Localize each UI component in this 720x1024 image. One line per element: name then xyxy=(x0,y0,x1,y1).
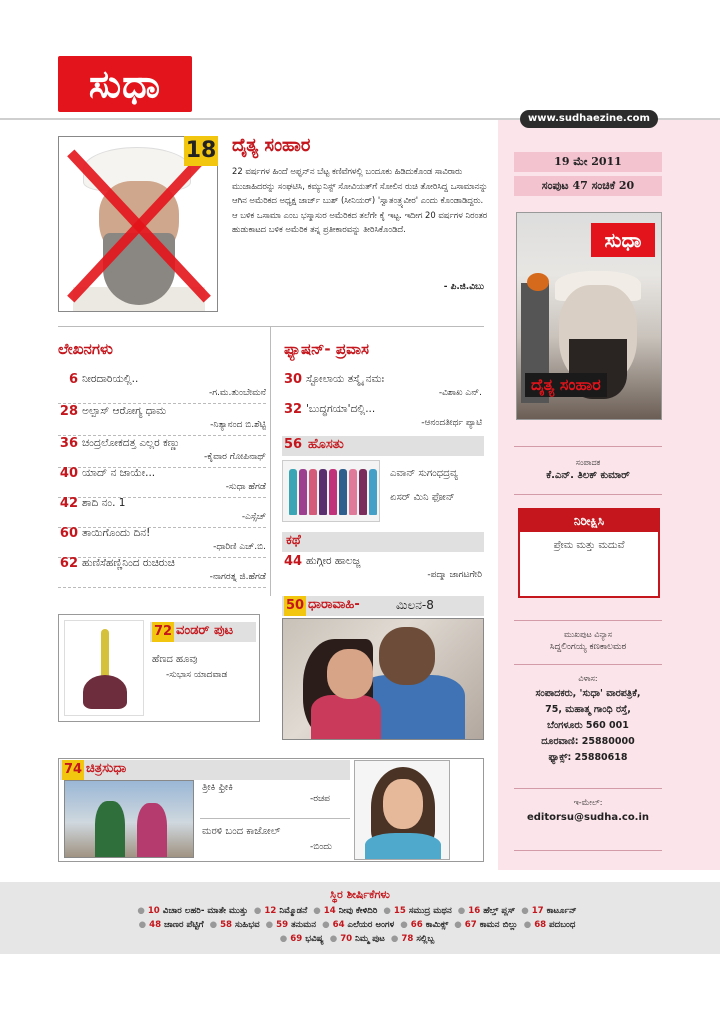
story-item[interactable] xyxy=(284,554,482,588)
website-url[interactable]: www.sudhaezine.com xyxy=(520,110,658,128)
issue-date: 19 ಮೇ 2011 xyxy=(514,152,662,172)
article-page: 42 xyxy=(59,496,78,511)
footer-label: ಎಲೆಯರ ಅಂಗಳ xyxy=(347,920,395,930)
article-author: -ಆನಂದತೀರ್ಥ ಪ್ಯಾಟಿ xyxy=(421,418,482,428)
footer-line xyxy=(0,906,720,916)
story-title: ಹುಗ್ಗೀರ ಹಾಲಜ್ಜ xyxy=(306,555,361,567)
footer-page: 67 xyxy=(464,920,480,930)
design-name: ಸಿದ್ದಲಿಂಗಯ್ಯ ಕಣಕಾಲಮಠ xyxy=(549,642,627,652)
footer-page: 10 xyxy=(147,906,163,916)
footer-label: ಕಾರ್ಟೂನ್ xyxy=(546,906,577,916)
bullet-icon: ● xyxy=(329,934,341,944)
article-author: -ನಿತ್ಯಾನಂದ ಬಿ.ಶೆಟ್ಟಿ xyxy=(210,420,266,430)
fashion-item[interactable] xyxy=(284,372,482,406)
footer-link[interactable] xyxy=(400,920,448,930)
bullet-icon: ● xyxy=(322,920,333,930)
editor-name: ಕೆ.ಎನ್. ತಿಲಕ್ ಕುಮಾರ್ xyxy=(546,470,630,481)
footer-link[interactable] xyxy=(391,934,434,944)
article-author: -ಧಾರಿಣಿ ಎಚ್.ಬಿ. xyxy=(213,542,266,552)
footer-page: 58 xyxy=(220,920,236,930)
footer-label: ನಿಮ್ಮ ಪುಟ xyxy=(355,934,385,944)
article-item[interactable] xyxy=(58,466,266,498)
bottle xyxy=(319,469,327,515)
footer-label: ಪದಬಂಧ xyxy=(549,920,576,930)
new-product-item[interactable]: ಎವಾನ್ ಸುಗಂಧದ್ರವ್ಯ xyxy=(390,468,458,479)
article-page: 6 xyxy=(68,372,78,387)
footer-label: ಸಲ್ಲಿಬ್ಬ xyxy=(416,934,435,944)
footer-page: 17 xyxy=(531,906,547,916)
footer-link[interactable] xyxy=(458,906,515,916)
film-still-image[interactable] xyxy=(64,780,194,858)
fashion-heading: ಫ್ಯಾಷನ್- ಪ್ರವಾಸ xyxy=(284,340,369,358)
footer-label: ತನುಮನ xyxy=(291,920,317,930)
bottle xyxy=(349,469,357,515)
footer-page: 16 xyxy=(468,906,484,916)
footer-link[interactable] xyxy=(280,934,324,944)
footer-label: ಕಾಮಿಕ್ಸ್ xyxy=(425,920,449,930)
wonder-item[interactable]: ಹೆಣದ ಹೂವು xyxy=(152,654,198,665)
article-item[interactable] xyxy=(58,404,266,436)
serial-header[interactable] xyxy=(282,596,484,616)
actress-portrait[interactable] xyxy=(354,760,450,860)
design-label: ಮುಖಪುಟ ವಿನ್ಯಾಸ xyxy=(563,630,613,639)
footer-page: 15 xyxy=(393,906,409,916)
upcoming-title: ನಿರೀಕ್ಷಿಸಿ xyxy=(520,510,658,532)
bullet-icon: ● xyxy=(265,920,277,930)
divider xyxy=(514,620,662,621)
footer-label: ನೀವು ಕೇಳಿದಿರಿ xyxy=(338,906,378,916)
bullet-icon: ● xyxy=(279,934,291,944)
bullet-icon: ● xyxy=(313,906,324,916)
footer-label: ಹೆಲ್ತ್ ಪ್ಲಸ್ xyxy=(483,906,516,916)
footer-link[interactable] xyxy=(454,920,517,930)
feature-body: 22 ವರ್ಷಗಳ ಹಿಂದೆ ಅಫ್ಘನ್‌ನ ಬೆಟ್ಟ ಕಣಿವೆಗಳಲ್ಲಿ ಬಂದೂಕು ಹಿಡಿದುಕೊಂಡ ಸಾವಿರಾರು ಮುಜಾಹಿದರನ್ನು ಸಂಘಟಿಸಿ, ಕಮ್ಯುನಿಸ್ಟ್ ಸೋವಿಯತ್‌ಗೆ ಸೋಲಿನ ರುಚಿ ತೋರಿಸಿದ್ದ ಒಸಾಮಾನನ್ನು ಆಗಿನ ಅಮೆರಿಕದ ಅಧ್ಯಕ್ಷ ಜಾರ್ಜ್ ಬುಶ್ (ಸೀನಿಯರ್) 'ಸ್ವಾತಂತ್ರ್ಯವೀರ' ಎಂದು ಕೊಂಡಾಡಿದ್ದರು. ಆ ಬಳಿಕ ಒಸಾಮಾ ಎಂಬ ಭಸ್ಮಾಸುರ ಅಮೆರಿಕದ ತಲೆಗೇ ಕೈ ಇಟ್ಟ. ಇದೀಗ 20 ವರ್ಷಗಳ ನಿರಂತರ ಹುಡುಕಾಟದ ಬಳಿಕ ಅಮೆರಿಕ ತನ್ನ ಪ್ರತೀಕಾರವನ್ನು ತೀರಿಸಿಕೊಂಡಿದೆ. xyxy=(232,166,488,235)
article-author: -ಗ.ಮ.ತುಂಬೇಮನೆ xyxy=(208,388,266,398)
divider xyxy=(514,664,662,665)
dress-shape xyxy=(365,833,441,860)
wonder-header[interactable] xyxy=(150,622,256,642)
article-title: ಅಲ್ಪಾಸ್ ಆರೋಗ್ಯ ಧಾಮ xyxy=(82,405,167,417)
footer-link[interactable] xyxy=(524,920,576,930)
bullet-icon: ● xyxy=(523,920,535,930)
footer-label: ಭವಿಷ್ಯ xyxy=(305,934,324,944)
article-title: ಸ್ಟೋಲಾಯ ತಸ್ಮೈ ನಮಃ xyxy=(306,373,385,385)
footer-link[interactable] xyxy=(137,906,248,916)
bullet-icon: ● xyxy=(209,920,221,930)
cover-logo: ಸುಧಾ xyxy=(591,223,655,257)
bullet-icon: ● xyxy=(137,906,148,916)
film-page-number: 74 xyxy=(62,760,84,780)
article-item[interactable] xyxy=(58,556,266,588)
bottle xyxy=(329,469,337,515)
upcoming-text: ಪ್ರೇಮ ಮತ್ತು ಮದುವೆ xyxy=(553,540,625,551)
article-author: -ವಿಶಾಖ ಎನ್. xyxy=(438,388,482,398)
footer-line xyxy=(0,934,720,944)
film-item[interactable]: ಮರಳಿ ಬಂದ ಕಾಜೋಲ್ xyxy=(202,826,281,837)
article-item[interactable] xyxy=(58,526,266,558)
cover-title: ದೈತ್ಯ ಸಂಹಾರ xyxy=(525,373,607,397)
article-title: ಶಾದಿ ನಂ. 1 xyxy=(82,497,126,509)
story-page: 44 xyxy=(284,554,303,569)
divider xyxy=(514,788,662,789)
footer-label: ವಿಚಾರ ಲಹರಿ- ಮಾತೇ ಮುತ್ತು xyxy=(162,906,248,916)
footer-label: ನಿಮ್ಮೊಡನೆ xyxy=(279,906,308,916)
bullet-icon: ● xyxy=(253,906,265,916)
fire-illustration xyxy=(527,273,549,291)
footer-label: ಕಾಮನ ಬಿಲ್ಲು xyxy=(479,920,518,930)
footer-page: 14 xyxy=(323,906,339,916)
divider xyxy=(514,494,662,495)
flower-petal xyxy=(83,675,127,709)
face-shape xyxy=(383,779,423,829)
address-line: 75, ಮಹಾತ್ಮ ಗಾಂಧಿ ರಸ್ತೆ, xyxy=(545,704,631,715)
article-page: 32 xyxy=(284,402,303,417)
bottle xyxy=(339,469,347,515)
serial-subtitle: ಮಿಲನ-8 xyxy=(396,598,434,612)
email-link[interactable]: editorsu@sudha.co.in xyxy=(526,812,650,823)
footer-link[interactable] xyxy=(254,906,307,916)
footer-label: ಸುಹಿಭವ xyxy=(235,920,260,930)
article-item[interactable] xyxy=(58,496,266,528)
woman-figure xyxy=(311,695,381,740)
bullet-icon: ● xyxy=(457,906,469,916)
perfume-bottles-image[interactable] xyxy=(282,460,380,522)
editor-label: ಸಂಪಾದಕ xyxy=(575,458,601,467)
footer-line xyxy=(0,920,720,930)
article-author: -ಕೈವಾರ ಗೋಪಿನಾಥ್ xyxy=(204,452,266,462)
wonder-author: -ಸುಭಾಸ ಯಾದವಾಡ xyxy=(166,670,228,680)
footer-link[interactable] xyxy=(210,920,260,930)
woman-head xyxy=(327,649,373,699)
address-line: ಬೆಂಗಳೂರು 560 001 xyxy=(547,720,629,731)
article-item[interactable] xyxy=(58,372,266,404)
article-title: 'ಬುದ್ಧಗಯಾ'ದಲ್ಲಿ... xyxy=(306,403,376,415)
regular-columns-footer xyxy=(0,882,720,954)
divider xyxy=(58,326,484,327)
film-header[interactable] xyxy=(60,760,350,780)
article-author: -ನಾಗರತ್ನ ಜಿ.ಹೆಗಡೆ xyxy=(209,572,266,582)
upcoming-box xyxy=(518,508,660,598)
footer-page: 59 xyxy=(276,920,292,930)
footer-link[interactable] xyxy=(139,920,204,930)
cover-thumbnail[interactable] xyxy=(516,212,662,420)
bottle xyxy=(369,469,377,515)
new-product-item[interactable]: ಏಸರ್ ಮಿನಿ ಫೋನ್ xyxy=(390,492,455,503)
article-title: ತಾಯಿಗೊಂದು ದಿನ! xyxy=(82,527,151,539)
actress-figure xyxy=(137,803,167,858)
footer-link[interactable] xyxy=(266,920,316,930)
bottle xyxy=(289,469,297,515)
serial-title: ಧಾರಾವಾಹಿ- xyxy=(308,597,360,612)
article-page: 28 xyxy=(59,404,78,419)
article-title: ಚಂದ್ರಲೋಕದತ್ತ ಎಲ್ಲರ ಕಣ್ಣು xyxy=(82,437,180,449)
bullet-icon: ● xyxy=(521,906,532,916)
email-label: ಇ-ಮೇಲ್: xyxy=(573,798,603,807)
divider xyxy=(58,587,266,588)
phone-line: ದೂರವಾಣಿ: 25880000 xyxy=(541,736,635,747)
article-page: 36 xyxy=(59,436,78,451)
footer-label: ಸಮುದ್ರ ಮಥನ xyxy=(408,906,452,916)
film-author: -ರಚಪ xyxy=(310,794,330,804)
footer-link[interactable] xyxy=(322,920,394,930)
new-products-header[interactable] xyxy=(282,436,484,456)
story-section-title: ಕಥೆ xyxy=(286,533,301,548)
footer-page: 78 xyxy=(401,934,417,944)
bullet-icon: ● xyxy=(138,920,150,930)
footer-link[interactable] xyxy=(313,906,377,916)
bullet-icon: ● xyxy=(383,906,394,916)
bullet-icon: ● xyxy=(390,934,402,944)
serial-illustration[interactable] xyxy=(282,618,484,740)
film-title: ಚಿತ್ರಸುಧಾ xyxy=(86,761,127,776)
articles-heading: ಲೇಖನಗಳು xyxy=(58,340,113,358)
article-title: ಹುಣಿಸೆಹಣ್ಣಿನಿಂದ ರುಚಿರುಚಿ xyxy=(82,557,175,569)
wonder-page-number: 72 xyxy=(152,622,174,642)
sudha-logo: ಸುಧಾ xyxy=(58,56,192,112)
footer-link[interactable] xyxy=(521,906,576,916)
issue-volume: ಸಂಪುಟ 47 ಸಂಚಿಕೆ 20 xyxy=(514,176,662,196)
film-author: -ಬಿಂದು xyxy=(310,842,332,852)
flower-image[interactable] xyxy=(64,620,144,716)
address-line: ಸಂಪಾದಕರು, 'ಸುಧಾ' ವಾರಪತ್ರಿಕೆ, xyxy=(535,688,641,699)
fashion-item[interactable] xyxy=(284,402,482,436)
article-page: 40 xyxy=(59,466,78,481)
film-item[interactable]: ತ್ರೀಕಿ ಫ್ರೀಕಿ xyxy=(202,782,233,793)
article-item[interactable] xyxy=(58,436,266,468)
new-products-page: 56 xyxy=(284,437,303,452)
footer-page: 12 xyxy=(264,906,280,916)
article-title: ನೀರದಾರಿಯಲ್ಲಿ.. xyxy=(82,373,139,385)
bottle xyxy=(299,469,307,515)
bottle xyxy=(309,469,317,515)
article-title: ಯಾದ್ ನ ಜಾಯೇ... xyxy=(82,467,156,479)
new-products-title: ಹೊಸತು xyxy=(308,437,344,452)
wonder-title: ವಂಡರ್ ಪುಟ xyxy=(176,623,234,638)
man-head xyxy=(379,627,435,685)
footer-page: 66 xyxy=(410,920,426,930)
story-author: -ಪದ್ಮಾ ಜಾಗಟಗೇರಿ xyxy=(427,570,482,580)
story-header xyxy=(282,532,484,552)
footer-page: 68 xyxy=(534,920,550,930)
fax-line: ಫ್ಯಾಕ್ಸ್: 25880618 xyxy=(548,752,628,763)
actor-figure xyxy=(95,801,125,858)
footer-page: 69 xyxy=(290,934,306,944)
bottle xyxy=(359,469,367,515)
bullet-icon: ● xyxy=(454,920,465,930)
address-label: ವಿಳಾಸ: xyxy=(578,674,598,683)
feature-title[interactable]: ದೈತ್ಯ ಸಂಹಾರ xyxy=(232,135,311,156)
footer-label: ಜಾಣರ ಪೆಟ್ಟಿಗೆ xyxy=(164,920,204,930)
bullet-icon: ● xyxy=(400,920,411,930)
divider xyxy=(200,818,350,819)
article-author: -ಎಸ್ಸೆಚ್ xyxy=(241,512,266,522)
footer-link[interactable] xyxy=(383,906,451,916)
feature-page-number: 18 xyxy=(184,136,218,166)
article-page: 62 xyxy=(59,556,78,571)
article-page: 60 xyxy=(59,526,78,541)
footer-title: ಸ್ಥಿರ ಶೀರ್ಷಿಕೆಗಳು xyxy=(330,888,390,901)
footer-link[interactable] xyxy=(330,934,385,944)
article-author: -ಸುಧಾ ಹೆಗಡೆ xyxy=(225,482,266,492)
footer-page: 64 xyxy=(332,920,348,930)
divider xyxy=(514,446,662,447)
divider xyxy=(514,850,662,851)
footer-page: 48 xyxy=(149,920,165,930)
feature-author: - ಪಿ.ಜಿ.ವಿಬು xyxy=(443,282,484,292)
article-page: 30 xyxy=(284,372,303,387)
footer-page: 70 xyxy=(340,934,356,944)
column-divider xyxy=(270,326,271,596)
serial-page-number: 50 xyxy=(284,596,306,616)
